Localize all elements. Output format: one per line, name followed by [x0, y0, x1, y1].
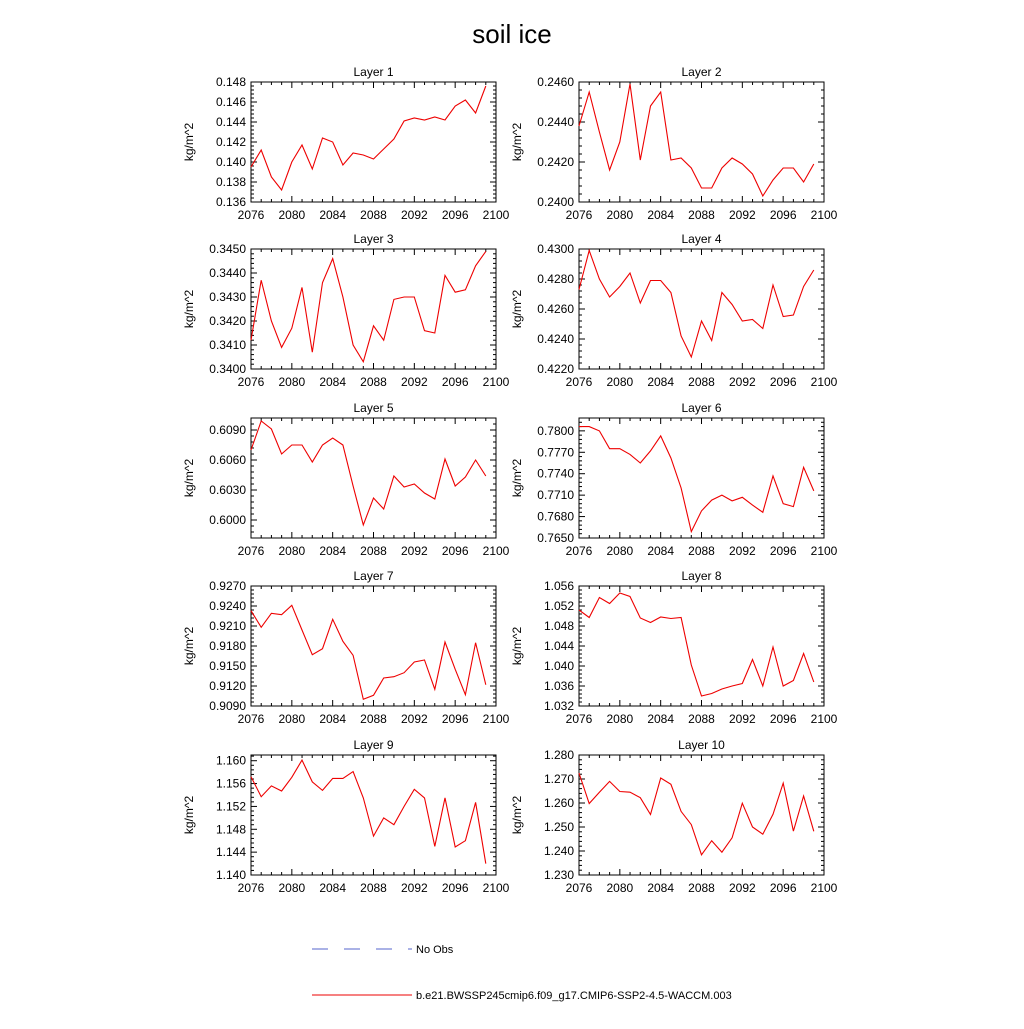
- y-axis-label: kg/m^2: [510, 289, 524, 329]
- y-tick-label: 0.9270: [209, 579, 246, 593]
- y-tick-label: 1.148: [215, 822, 246, 837]
- y-tick-label: 0.2460: [537, 75, 574, 89]
- y-tick-label: 0.7710: [537, 488, 574, 503]
- x-tick-label: 2100: [810, 712, 838, 726]
- x-tick-label: 2096: [441, 208, 469, 222]
- y-tick-label: 0.7740: [537, 466, 574, 481]
- plot-frame: [251, 82, 496, 202]
- y-tick-label: 0.7680: [537, 509, 574, 524]
- y-axis-label: kg/m^2: [182, 795, 196, 835]
- y-axis-label: kg/m^2: [182, 122, 196, 162]
- panel-layer-2: [510, 65, 838, 222]
- x-tick-label: 2088: [360, 712, 387, 726]
- y-tick-label: 0.144: [215, 115, 246, 129]
- x-tick-label: 2092: [400, 712, 428, 726]
- y-tick-label: 1.280: [543, 748, 574, 762]
- y-tick-label: 0.142: [215, 135, 246, 149]
- x-tick-label: 2080: [606, 544, 634, 558]
- x-tick-label: 2100: [482, 375, 510, 389]
- y-tick-label: 0.2400: [537, 195, 574, 209]
- x-tick-label: 2096: [769, 375, 797, 389]
- x-tick-label: 2092: [728, 712, 756, 726]
- legend-model-label: b.e21.BWSSP245cmip6.f09_g17.CMIP6-SSP2-4.5-WACCM.003: [416, 990, 732, 1002]
- y-tick-label: 0.9240: [209, 599, 246, 613]
- y-tick-label: 1.240: [543, 844, 574, 858]
- y-tick-label: 0.6090: [209, 423, 246, 437]
- x-tick-label: 2100: [482, 208, 510, 222]
- panel-title: Layer 6: [681, 401, 722, 415]
- x-tick-label: 2084: [647, 881, 675, 895]
- x-tick-label: 2080: [278, 712, 306, 726]
- x-tick-label: 2084: [319, 544, 347, 558]
- x-tick-label: 2088: [360, 208, 387, 222]
- x-tick-label: 2096: [769, 544, 797, 558]
- x-tick-label: 2096: [441, 375, 469, 389]
- panel-title: Layer 10: [678, 738, 725, 752]
- y-tick-label: 1.140: [215, 868, 246, 882]
- series-line: [579, 251, 814, 358]
- series-line: [251, 251, 486, 361]
- y-tick-label: 1.156: [215, 776, 246, 791]
- y-axis-label: kg/m^2: [510, 626, 524, 666]
- y-tick-label: 0.6000: [209, 513, 246, 527]
- y-tick-label: 0.4240: [537, 332, 574, 346]
- panel-title: Layer 9: [353, 738, 394, 752]
- x-tick-label: 2088: [360, 375, 387, 389]
- x-tick-label: 2084: [319, 712, 347, 726]
- x-tick-label: 2092: [400, 208, 428, 222]
- legend: [312, 944, 732, 1002]
- x-tick-label: 2080: [606, 881, 634, 895]
- x-tick-label: 2096: [769, 208, 797, 222]
- x-tick-label: 2076: [237, 712, 265, 726]
- x-tick-label: 2092: [728, 208, 756, 222]
- x-tick-label: 2096: [441, 881, 469, 895]
- plot-frame: [579, 755, 824, 875]
- series-line: [579, 773, 814, 855]
- y-axis-label: kg/m^2: [182, 289, 196, 329]
- x-tick-label: 2076: [237, 375, 265, 389]
- x-tick-label: 2092: [728, 544, 756, 558]
- y-tick-label: 1.270: [543, 772, 574, 786]
- y-tick-label: 0.2420: [537, 155, 574, 169]
- x-tick-label: 2100: [810, 544, 838, 558]
- y-tick-label: 1.036: [543, 679, 574, 693]
- y-tick-label: 0.2440: [537, 115, 574, 129]
- y-tick-label: 0.3440: [209, 266, 246, 280]
- y-tick-label: 0.146: [215, 95, 246, 109]
- x-tick-label: 2092: [400, 375, 428, 389]
- y-tick-label: 1.044: [543, 639, 574, 653]
- x-tick-label: 2084: [647, 208, 675, 222]
- x-tick-label: 2100: [810, 375, 838, 389]
- y-tick-label: 0.3430: [209, 290, 246, 304]
- x-tick-label: 2100: [482, 712, 510, 726]
- x-tick-label: 2076: [237, 881, 265, 895]
- panel-title: Layer 7: [353, 569, 394, 583]
- y-tick-label: 1.032: [543, 699, 574, 713]
- panel-title: Layer 1: [353, 65, 394, 79]
- panel-title: Layer 4: [681, 232, 722, 246]
- x-tick-label: 2096: [769, 712, 797, 726]
- y-tick-label: 1.056: [543, 579, 574, 593]
- y-tick-label: 0.3410: [209, 338, 246, 352]
- plot-frame: [579, 586, 824, 706]
- y-tick-label: 0.7770: [537, 445, 574, 460]
- x-tick-label: 2088: [360, 544, 387, 558]
- series-line: [251, 760, 486, 864]
- y-axis-label: kg/m^2: [510, 795, 524, 835]
- series-line: [251, 86, 486, 190]
- x-tick-label: 2084: [319, 375, 347, 389]
- x-tick-label: 2076: [237, 208, 265, 222]
- y-tick-label: 0.9150: [209, 659, 246, 673]
- x-tick-label: 2080: [606, 208, 634, 222]
- panel-layer-4: [510, 232, 838, 389]
- panel-layer-5: [182, 401, 510, 558]
- y-tick-label: 0.148: [215, 75, 246, 89]
- x-tick-label: 2076: [237, 544, 265, 558]
- y-tick-label: 0.6030: [209, 483, 246, 497]
- series-line: [579, 84, 814, 196]
- panel-title: Layer 8: [681, 569, 722, 583]
- y-tick-label: 0.4260: [537, 302, 574, 316]
- y-tick-label: 0.3450: [209, 242, 246, 256]
- x-tick-label: 2084: [319, 881, 347, 895]
- x-tick-label: 2100: [810, 881, 838, 895]
- x-tick-label: 2080: [278, 881, 306, 895]
- y-tick-label: 1.230: [543, 868, 574, 882]
- y-tick-label: 0.136: [215, 195, 246, 209]
- legend-obs-label: No Obs: [416, 944, 454, 956]
- x-tick-label: 2080: [278, 208, 306, 222]
- plot-frame: [251, 249, 496, 369]
- x-tick-label: 2088: [688, 208, 715, 222]
- series-line: [251, 605, 486, 699]
- x-tick-label: 2076: [565, 544, 593, 558]
- y-tick-label: 1.144: [215, 845, 246, 860]
- x-tick-label: 2088: [360, 881, 387, 895]
- x-tick-label: 2092: [400, 544, 428, 558]
- x-tick-label: 2076: [565, 375, 593, 389]
- y-tick-label: 0.9120: [209, 679, 246, 693]
- y-tick-label: 1.040: [543, 659, 574, 673]
- x-tick-label: 2100: [482, 881, 510, 895]
- series-line: [579, 427, 814, 532]
- y-tick-label: 0.4220: [537, 362, 574, 376]
- x-tick-label: 2084: [319, 208, 347, 222]
- x-tick-label: 2092: [400, 881, 428, 895]
- y-tick-label: 1.052: [543, 599, 574, 613]
- figure-title: soil ice: [472, 19, 552, 49]
- y-axis-label: kg/m^2: [182, 626, 196, 666]
- x-tick-label: 2092: [728, 375, 756, 389]
- x-tick-label: 2088: [688, 712, 715, 726]
- y-tick-label: 0.4300: [537, 242, 574, 256]
- y-axis-label: kg/m^2: [510, 458, 524, 498]
- x-tick-label: 2080: [606, 375, 634, 389]
- y-tick-label: 0.3420: [209, 314, 246, 328]
- x-tick-label: 2080: [278, 375, 306, 389]
- y-tick-label: 0.6060: [209, 453, 246, 467]
- panel-title: Layer 3: [353, 232, 394, 246]
- y-tick-label: 1.160: [215, 753, 246, 768]
- x-tick-label: 2100: [810, 208, 838, 222]
- x-tick-label: 2076: [565, 712, 593, 726]
- x-tick-label: 2080: [606, 712, 634, 726]
- panel-layer-8: [510, 569, 838, 726]
- y-tick-label: 0.140: [215, 155, 246, 169]
- panel-title: Layer 5: [353, 401, 394, 415]
- plot-frame: [251, 586, 496, 706]
- y-tick-label: 0.9180: [209, 639, 246, 653]
- x-tick-label: 2096: [441, 544, 469, 558]
- x-tick-label: 2076: [565, 208, 593, 222]
- x-tick-label: 2088: [688, 544, 715, 558]
- y-axis-label: kg/m^2: [510, 122, 524, 162]
- y-tick-label: 0.9210: [209, 619, 246, 633]
- panel-layer-3: [182, 232, 510, 389]
- panel-layer-6: [510, 401, 838, 558]
- plot-frame: [251, 755, 496, 875]
- panel-layer-1: [182, 65, 510, 222]
- x-tick-label: 2096: [441, 712, 469, 726]
- plot-frame: [251, 418, 496, 538]
- panel-layer-9: [182, 738, 510, 895]
- x-tick-label: 2084: [647, 375, 675, 389]
- y-tick-label: 0.138: [215, 175, 246, 189]
- y-tick-label: 0.7800: [537, 423, 574, 438]
- x-tick-label: 2080: [278, 544, 306, 558]
- panel-title: Layer 2: [681, 65, 722, 79]
- y-tick-label: 0.9090: [209, 699, 246, 713]
- y-tick-label: 1.260: [543, 796, 574, 810]
- y-tick-label: 1.048: [543, 619, 574, 633]
- y-tick-label: 1.250: [543, 820, 574, 834]
- series-line: [579, 593, 814, 696]
- plot-frame: [579, 82, 824, 202]
- x-tick-label: 2092: [728, 881, 756, 895]
- x-tick-label: 2088: [688, 375, 715, 389]
- x-tick-label: 2100: [482, 544, 510, 558]
- x-tick-label: 2084: [647, 544, 675, 558]
- x-tick-label: 2076: [565, 881, 593, 895]
- panel-layer-7: [182, 569, 510, 726]
- series-line: [251, 421, 486, 525]
- y-tick-label: 0.7650: [537, 531, 574, 545]
- x-tick-label: 2088: [688, 881, 715, 895]
- plot-frame: [579, 249, 824, 369]
- x-tick-label: 2084: [647, 712, 675, 726]
- y-tick-label: 0.4280: [537, 272, 574, 286]
- y-tick-label: 1.152: [215, 799, 246, 814]
- panel-layer-10: [510, 738, 838, 895]
- x-tick-label: 2096: [769, 881, 797, 895]
- y-tick-label: 0.3400: [209, 362, 246, 376]
- y-axis-label: kg/m^2: [182, 458, 196, 498]
- plot-frame: [579, 418, 824, 538]
